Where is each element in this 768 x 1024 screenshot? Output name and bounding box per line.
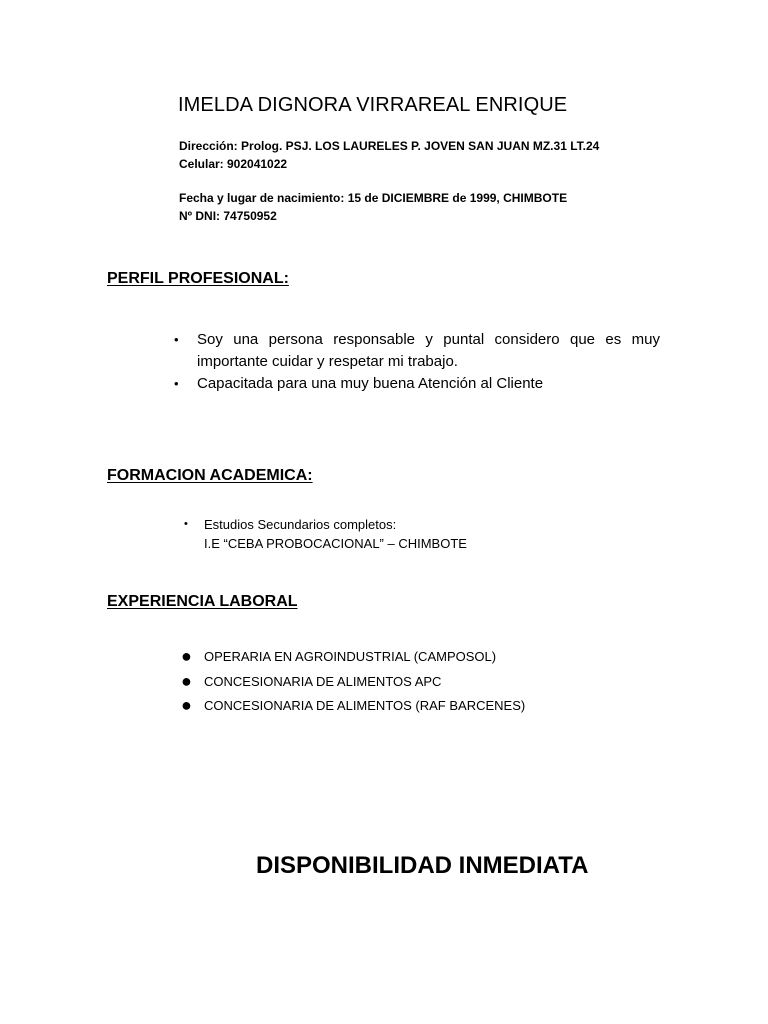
education-list	[184, 515, 467, 553]
list-item	[181, 645, 525, 670]
experience-list	[181, 645, 525, 719]
profile-heading: PERFIL PROFESIONAL:	[107, 270, 289, 287]
list-item	[174, 329, 660, 373]
phone-line: Celular: 902041022	[179, 157, 288, 171]
experience-item-text: CONCESIONARIA DE ALIMENTOS APC	[204, 673, 442, 689]
list-item	[174, 373, 660, 395]
availability-banner: DISPONIBILIDAD INMEDIATA	[256, 852, 589, 879]
bullet-icon: •	[174, 376, 179, 391]
experience-heading: EXPERIENCIA LABORAL	[107, 593, 298, 610]
personal-data-block	[179, 189, 567, 225]
bullet-icon: ●	[181, 646, 192, 666]
list-item	[181, 670, 525, 695]
experience-item-text: OPERARIA EN AGROINDUSTRIAL (CAMPOSOL)	[204, 649, 497, 664]
candidate-name: IMELDA DIGNORA VIRRAREAL ENRIQUE	[178, 94, 568, 116]
bullet-icon: ●	[181, 695, 192, 715]
birth-line: Fecha y lugar de nacimiento: 15 de DICIEMBRE de 1999, CHIMBOTE	[179, 191, 568, 205]
list-item	[181, 694, 525, 719]
profile-item-text: Capacitada para una muy buena Atención al Cliente	[197, 375, 544, 392]
address-line: Dirección: Prolog. PSJ. LOS LAURELES P. JOVEN SAN JUAN MZ.31 LT.24	[179, 139, 600, 153]
profile-item-text: Soy una persona responsable y puntal considero que es muy importante cuidar y respetar mi trabajo.	[197, 331, 660, 370]
bullet-icon: ●	[181, 670, 192, 691]
profile-list	[174, 329, 660, 395]
bullet-icon: •	[184, 518, 188, 530]
education-level: Estudios Secundarios completos:	[204, 517, 397, 532]
experience-item-text: CONCESIONARIA DE ALIMENTOS (RAF BARCENES)	[204, 698, 526, 713]
education-heading: FORMACION ACADEMICA:	[107, 467, 313, 484]
list-item	[184, 515, 467, 553]
education-school: I.E “CEBA PROBOCACIONAL” – CHIMBOTE	[204, 536, 467, 551]
bullet-icon: •	[174, 332, 179, 347]
contact-block	[179, 137, 599, 173]
dni-line: Nº DNI: 74750952	[179, 209, 277, 223]
